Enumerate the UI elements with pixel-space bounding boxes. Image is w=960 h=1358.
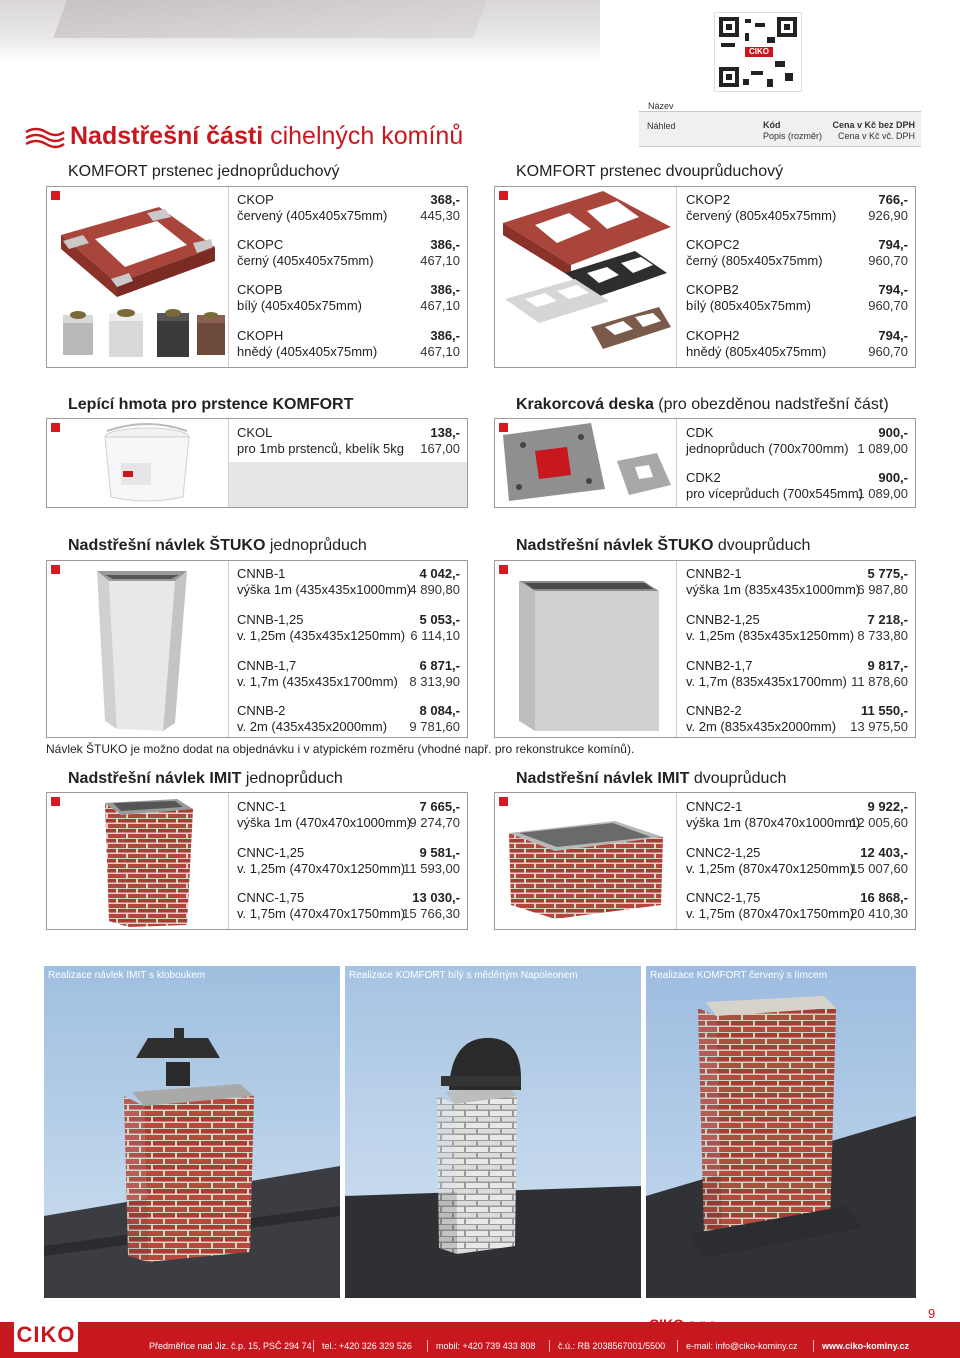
product-price xyxy=(372,845,460,877)
product-desc: černý (805x405x75mm) xyxy=(686,253,823,268)
price-no-vat: 138,- xyxy=(430,425,460,440)
marker-icon xyxy=(499,565,508,574)
product-code: CKOPC xyxy=(237,237,284,252)
realization-photo-imit xyxy=(44,966,340,1298)
section-title-komfort-double: KOMFORT prstenec dvouprůduchový xyxy=(516,163,784,180)
product-image-komfort-single xyxy=(47,187,229,367)
footer-divider xyxy=(677,1340,678,1352)
product-image-stuko-double xyxy=(495,561,677,737)
footer-company: CIKO s.r.o. xyxy=(649,1316,721,1332)
price-no-vat: 9 817,- xyxy=(867,658,908,673)
column-legend xyxy=(639,111,921,147)
footer-line xyxy=(0,1322,960,1326)
product-price xyxy=(820,612,908,644)
product-desc: výška 1m (870x470x1000mm) xyxy=(686,815,861,830)
product-code: CNNC2-1,75 xyxy=(686,890,761,905)
product-price xyxy=(372,612,460,644)
product-desc: bílý (405x405x75mm) xyxy=(237,298,362,313)
section-title-glue: Lepící hmota pro prstence KOMFORT xyxy=(68,396,354,413)
product-code: CNNC2-1 xyxy=(686,799,743,814)
realization-photo-komfort-red xyxy=(646,966,916,1298)
product-row xyxy=(686,192,836,224)
price-vat: 467,10 xyxy=(420,253,460,268)
product-row xyxy=(237,282,362,314)
legend-price: Cena v Kč bez DPH xyxy=(832,120,915,130)
price-vat: 9 274,70 xyxy=(409,815,460,830)
product-price xyxy=(820,192,908,224)
section-title-cantilever: Krakorcová deska (pro obezděnou nadstřešní část) xyxy=(516,396,889,413)
price-no-vat: 4 042,- xyxy=(419,566,460,581)
price-no-vat: 900,- xyxy=(878,425,908,440)
product-code: CKOP xyxy=(237,192,274,207)
price-no-vat: 766,- xyxy=(878,192,908,207)
product-desc: výška 1m (470x470x1000mm) xyxy=(237,815,412,830)
price-no-vat: 16 868,- xyxy=(860,890,908,905)
empty-cell xyxy=(229,462,467,507)
price-vat: 1 089,00 xyxy=(857,441,908,456)
product-price xyxy=(372,890,460,922)
realization-caption: Realizace návlek IMIT s kloboukem xyxy=(48,970,206,981)
product-desc: červený (805x405x75mm) xyxy=(686,208,837,223)
product-code: CKOPB2 xyxy=(686,282,739,297)
marker-icon xyxy=(51,565,60,574)
marker-icon xyxy=(499,797,508,806)
product-desc: výška 1m (435x435x1000mm) xyxy=(237,582,412,597)
product-code: CNNC2-1,25 xyxy=(686,845,761,860)
product-code: CDK2 xyxy=(686,470,721,485)
product-price xyxy=(372,192,460,224)
product-image-glue xyxy=(47,419,229,507)
price-vat: 445,30 xyxy=(420,208,460,223)
product-row xyxy=(686,703,836,735)
product-code: CKOPC2 xyxy=(686,237,740,252)
footer-mobile[interactable]: mobil: +420 739 433 808 xyxy=(436,1341,536,1351)
product-price xyxy=(372,703,460,735)
footer-web[interactable]: www.ciko-kominy.cz xyxy=(822,1341,910,1351)
product-image-imit-double xyxy=(495,793,677,929)
price-vat: 9 781,60 xyxy=(409,719,460,734)
section-title-stuko-double: Nadstřešní návlek ŠTUKO dvouprůduch xyxy=(516,537,811,554)
price-vat: 11 878,60 xyxy=(851,674,908,689)
product-desc: pro víceprůduch (700x545mm) xyxy=(686,486,864,501)
price-no-vat: 900,- xyxy=(878,470,908,485)
product-image-imit-single xyxy=(47,793,229,929)
price-no-vat: 794,- xyxy=(878,237,908,252)
legend-code: Kód xyxy=(763,120,781,130)
page-number: 9 xyxy=(928,1306,936,1321)
product-code: CNNB2-1,25 xyxy=(686,612,760,627)
product-desc: hnědý (805x405x75mm) xyxy=(686,344,827,359)
marker-icon xyxy=(51,797,60,806)
footer-divider xyxy=(427,1340,428,1352)
price-no-vat: 12 403,- xyxy=(860,845,908,860)
product-price xyxy=(820,799,908,831)
price-no-vat: 11 550,- xyxy=(861,703,908,718)
product-code: CKOPH2 xyxy=(686,328,740,343)
product-desc: v. 1,25m (435x435x1250mm) xyxy=(237,628,406,643)
product-price xyxy=(820,566,908,598)
product-image-cantilever xyxy=(495,419,677,507)
footer-divider xyxy=(813,1340,814,1352)
section-title-stuko-single: Nadstřešní návlek ŠTUKO jednoprůduch xyxy=(68,537,367,554)
price-vat: 960,70 xyxy=(868,344,908,359)
product-price xyxy=(820,470,908,502)
product-price xyxy=(820,845,908,877)
product-price xyxy=(820,282,908,314)
product-code: CNNB-1,25 xyxy=(237,612,304,627)
product-code: CKOP2 xyxy=(686,192,731,207)
price-no-vat: 5 775,- xyxy=(867,566,908,581)
legend-preview: Náhled xyxy=(647,121,676,131)
product-price xyxy=(372,328,460,360)
product-desc: v. 1,75m (870x470x1750mm) xyxy=(686,906,855,921)
product-code: CKOPH xyxy=(237,328,284,343)
product-code: CDK xyxy=(686,425,714,440)
price-no-vat: 386,- xyxy=(430,328,460,343)
product-desc: černý (405x405x75mm) xyxy=(237,253,374,268)
product-code: CNNB2-2 xyxy=(686,703,742,718)
price-vat: 960,70 xyxy=(868,253,908,268)
price-vat: 6 987,80 xyxy=(857,582,908,597)
product-code: CNNB-1 xyxy=(237,566,286,581)
price-no-vat: 9 922,- xyxy=(867,799,908,814)
price-vat: 167,00 xyxy=(420,441,460,456)
product-image-komfort-double xyxy=(495,187,677,367)
price-no-vat: 794,- xyxy=(878,282,908,297)
price-vat: 20 410,30 xyxy=(850,906,908,921)
legend-name-label: Název xyxy=(648,101,674,111)
price-vat: 8 733,80 xyxy=(857,628,908,643)
product-desc: v. 1,7m (835x435x1700mm) xyxy=(686,674,847,689)
product-price xyxy=(820,328,908,360)
product-code: CNNB-2 xyxy=(237,703,286,718)
price-vat: 8 313,90 xyxy=(409,674,460,689)
price-no-vat: 5 053,- xyxy=(419,612,460,627)
price-vat: 1 089,00 xyxy=(857,486,908,501)
product-row xyxy=(237,703,387,735)
footer-registration: č.ú.: RB 2038567001/5500 xyxy=(558,1341,666,1351)
product-row xyxy=(686,282,811,314)
qr-logo: CIKO xyxy=(743,45,775,59)
wave-logo-icon xyxy=(24,124,66,150)
product-row xyxy=(237,192,387,224)
marker-icon xyxy=(499,423,508,432)
product-code: CKOL xyxy=(237,425,273,440)
legend-desc: Popis (rozměr) xyxy=(763,131,823,141)
product-price xyxy=(372,799,460,831)
price-no-vat: 386,- xyxy=(430,282,460,297)
realization-caption: Realizace KOMFORT bílý s měděným Napoleonem xyxy=(349,970,578,981)
marker-icon xyxy=(51,191,60,200)
footer-divider xyxy=(313,1340,314,1352)
product-desc: hnědý (405x405x75mm) xyxy=(237,344,378,359)
product-desc: červený (405x405x75mm) xyxy=(237,208,388,223)
section-title-imit-single: Nadstřešní návlek IMIT jednoprůduch xyxy=(68,770,343,787)
stuko-note: Návlek ŠTUKO je možno dodat na objednávku i v atypickém rozměru (vhodné např. pro rekonstrukce komínů). xyxy=(46,742,635,756)
product-code: CNNB2-1 xyxy=(686,566,742,581)
price-no-vat: 8 084,- xyxy=(419,703,460,718)
price-vat: 11 593,00 xyxy=(403,861,460,876)
product-desc: bílý (805x405x75mm) xyxy=(686,298,811,313)
price-vat: 13 975,50 xyxy=(850,719,908,734)
product-row xyxy=(686,237,823,269)
price-vat: 6 114,10 xyxy=(410,628,460,643)
product-code: CNNC-1,75 xyxy=(237,890,305,905)
price-no-vat: 368,- xyxy=(430,192,460,207)
product-code: CNNC-1 xyxy=(237,799,287,814)
price-vat: 467,10 xyxy=(420,344,460,359)
price-vat: 15 007,60 xyxy=(850,861,908,876)
product-desc: v. 1,25m (870x470x1250mm) xyxy=(686,861,855,876)
section-title-imit-double: Nadstřešní návlek IMIT dvouprůduch xyxy=(516,770,787,787)
product-desc: v. 1,25m (835x435x1250mm) xyxy=(686,628,855,643)
product-desc: v. 1,25m (470x470x1250mm) xyxy=(237,861,406,876)
page-title: Nadstřešní části cihelných komínů xyxy=(70,122,464,150)
qr-code[interactable] xyxy=(714,12,802,92)
product-price xyxy=(820,658,908,690)
price-vat: 960,70 xyxy=(868,298,908,313)
realization-caption: Realizace KOMFORT červený s límcem xyxy=(650,970,827,981)
price-vat: 4 890,80 xyxy=(409,582,460,597)
footer-phone[interactable]: tel.: +420 326 329 526 xyxy=(322,1341,412,1351)
product-image-stuko-single xyxy=(47,561,229,737)
marker-icon xyxy=(51,423,60,432)
footer-email[interactable]: e-mail: info@ciko-kominy.cz xyxy=(686,1341,798,1351)
price-no-vat: 6 871,- xyxy=(419,658,460,673)
product-desc: pro 1mb prstenců, kbelík 5kg xyxy=(237,441,404,456)
product-code: CKOPB xyxy=(237,282,283,297)
product-price xyxy=(372,566,460,598)
product-code: CNNB-1,7 xyxy=(237,658,297,673)
product-price xyxy=(820,703,908,735)
price-vat: 467,10 xyxy=(420,298,460,313)
product-price xyxy=(820,237,908,269)
header-photo xyxy=(0,0,600,60)
price-vat: 15 766,30 xyxy=(402,906,460,921)
price-vat: 12 005,60 xyxy=(850,815,908,830)
product-code: CNNB2-1,7 xyxy=(686,658,753,673)
price-no-vat: 794,- xyxy=(878,328,908,343)
price-no-vat: 9 581,- xyxy=(419,845,460,860)
realization-photo-komfort-white xyxy=(345,966,641,1298)
marker-icon xyxy=(499,191,508,200)
price-no-vat: 7 665,- xyxy=(419,799,460,814)
product-price xyxy=(820,890,908,922)
price-no-vat: 7 218,- xyxy=(867,612,908,627)
price-vat: 926,90 xyxy=(868,208,908,223)
legend-price-vat: Cena v Kč vč. DPH xyxy=(837,131,915,141)
product-price xyxy=(820,425,908,457)
product-price xyxy=(372,658,460,690)
product-desc: v. 2m (435x435x2000mm) xyxy=(237,719,388,734)
product-desc: výška 1m (835x435x1000mm) xyxy=(686,582,861,597)
product-desc: v. 1,7m (435x435x1700mm) xyxy=(237,674,398,689)
product-desc: v. 2m (835x435x2000mm) xyxy=(686,719,837,734)
product-desc: jednoprůduch (700x700mm) xyxy=(686,441,849,456)
footer-divider xyxy=(549,1340,550,1352)
product-row xyxy=(686,328,826,360)
ciko-logo xyxy=(14,1318,78,1352)
product-code: CNNC-1,25 xyxy=(237,845,305,860)
product-price xyxy=(372,237,460,269)
product-row xyxy=(237,328,377,360)
logo-text: CIKO xyxy=(16,1322,76,1347)
product-desc: v. 1,75m (470x470x1750mm) xyxy=(237,906,406,921)
footer-address: Předměřice nad Jiz. č.p. 15, PSČ 294 74 xyxy=(149,1341,312,1351)
product-price xyxy=(372,282,460,314)
price-no-vat: 13 030,- xyxy=(412,890,460,905)
product-row xyxy=(237,237,374,269)
price-no-vat: 386,- xyxy=(430,237,460,252)
section-title-komfort-single: KOMFORT prstenec jednoprůduchový xyxy=(68,163,340,180)
product-price xyxy=(372,425,460,457)
